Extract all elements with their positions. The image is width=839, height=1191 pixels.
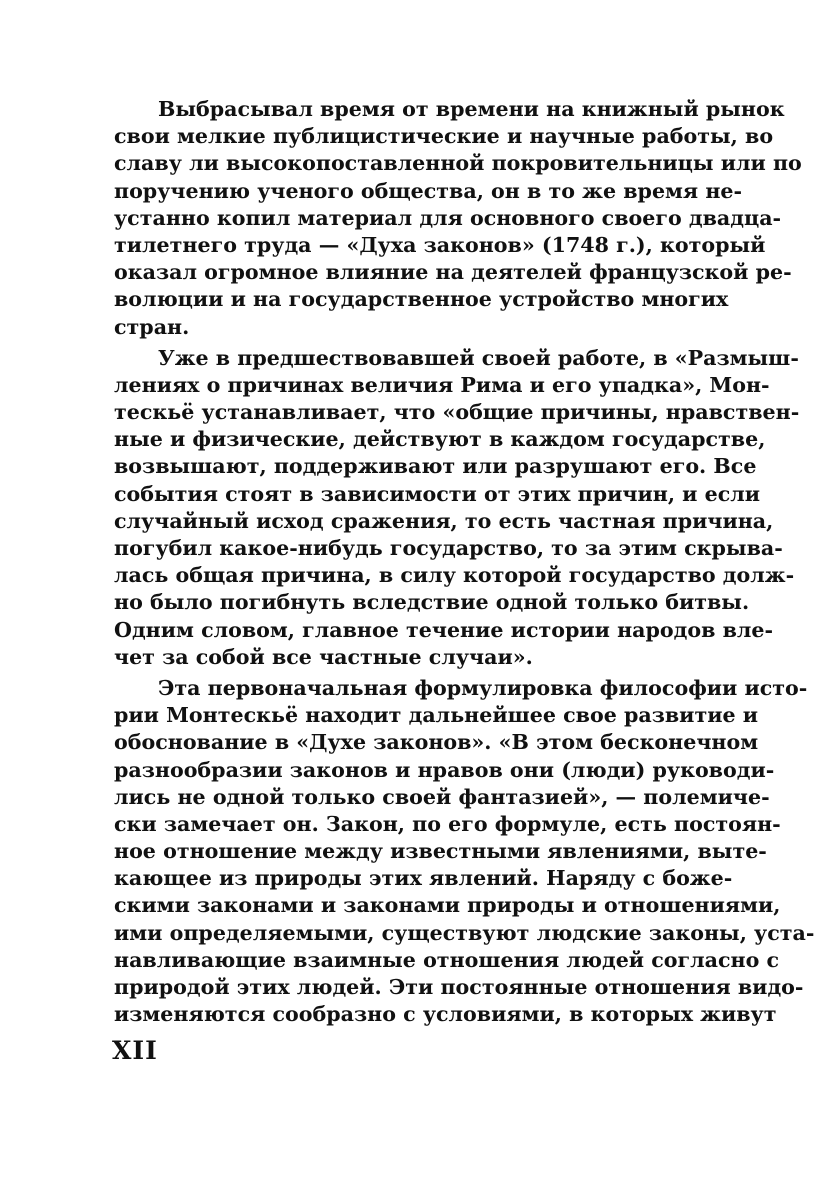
paragraph-1 [114,96,802,341]
text-line: волюции и на государственное устройство многих [114,287,729,312]
text-line: чет за собой все частные случаи». [114,644,533,669]
text-line: кающее из природы этих явлений. Наряду с боже- [114,866,733,891]
text-line: ное отношение между известными явлениями, выте- [114,839,767,864]
text-line: навливающие взаимные отношения людей согласно с [114,947,780,972]
text-line: поручению ученого общества, он в то же время не- [114,178,743,203]
text-line: Одним словом, главное течение истории народов вле- [114,617,774,642]
text-line: разнообразии законов и нравов они (люди) руководи- [114,757,775,782]
text-line: лениях о причинах величия Рима и его упадка», Мон- [114,372,770,397]
text-line: Эта первоначальная формулировка философии исто- [158,675,808,700]
text-line: славу ли высокопоставленной покровительницы или по [114,151,802,176]
text-line: устанно копил материал для основного своего двадца- [114,205,782,230]
text-line: свои мелкие публицистические и научные работы, во [114,124,774,149]
text-line: ные и физические, действуют в каждом государстве, [114,427,766,452]
text-line: возвышают, поддерживают или разрушают его. Все [114,454,757,479]
text-line: Выбрасывал время от времени на книжный рынок [158,97,785,121]
text-line: стран. [114,314,190,339]
text-line: но было погибнуть вследствие одной только битвы. [114,590,750,615]
text-line: оказал огромное влияние на деятелей французской ре- [114,260,792,285]
text-line: природой этих людей. Эти постоянные отношения видо- [114,975,804,999]
text-line: погубил какое-нибудь государство, то за этим скрыва- [114,536,783,560]
text-line: обоснование в «Духе законов». «В этом бесконечном [114,730,759,755]
text-line: тилетнего труда — «Духа законов» (1748 г.), который [114,232,766,257]
text-line: ими определяемыми, существуют людские законы, уста- [114,920,815,945]
text-line: рии Монтескьё находит дальнейшее свое развитие и [114,703,759,728]
text-line: Уже в предшествовавшей своей работе, в «Размыш- [158,345,799,370]
paragraph-2 [114,345,800,671]
text-line: лась общая причина, в силу которой государство долж- [114,563,795,588]
text-line: скими законами и законами природы и отношениями, [114,893,781,918]
paragraph-3 [114,675,815,1028]
text-line: изменяются сообразно с условиями, в которых живут [114,1002,777,1027]
text-line: тескьё устанавливает, что «общие причины, нравствен- [114,400,800,425]
text-line: случайный исход сражения, то есть частная причина, [114,508,774,533]
text-line: ски замечает он. Закон, по его формуле, есть постоян- [114,811,781,836]
text-line: события стоят в зависимости от этих причин, и если [114,481,761,506]
page-number: XII [112,1036,158,1065]
text-line: лись не одной только своей фантазией», — полемиче- [114,784,770,809]
body-text [114,96,815,1028]
